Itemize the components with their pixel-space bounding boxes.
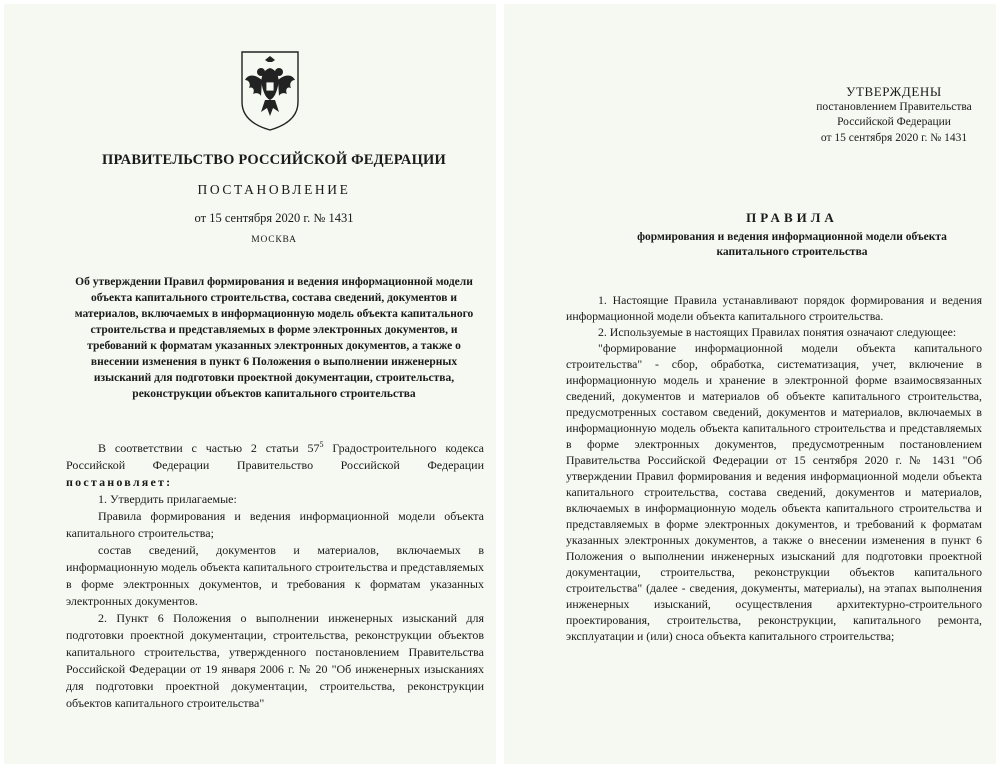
approval-stamp (794, 84, 994, 146)
rules-title: ПРАВИЛА (746, 210, 838, 225)
rules-body (566, 292, 982, 644)
preamble-start: В соответствии с частью 2 статьи 57 (98, 441, 320, 455)
approved-heading: УТВЕРЖДЕНЫ (846, 84, 942, 99)
document-city: МОСКВА (251, 235, 297, 245)
item-1: 1. Утвердить прилагаемые: (98, 492, 237, 506)
approved-line-2: Российской Федерации (837, 116, 951, 128)
preamble-end: Градостроительного кодекса Российской Федерации Правительство Российской Федерации (66, 441, 485, 472)
government-title: ПРАВИТЕЛЬСТВО РОССИЙСКОЙ ФЕДЕРАЦИИ (101, 152, 447, 168)
rules-paragraph-1: 1. Настоящие Правила устанавливают порядок формирования и ведения информационной модели объекта капитального строительства. (566, 293, 982, 323)
decree-body (66, 440, 484, 712)
document-type: ПОСТАНОВЛЕНИЕ (197, 182, 351, 197)
rules-paragraph-2: 2. Используемые в настоящих Правилах понятия означают следующее: (598, 325, 957, 339)
rules-page (504, 4, 996, 764)
coat-of-arms-emblem (239, 50, 301, 132)
item-1-a: Правила формирования и ведения информационной модели объекта капитального строительства; (66, 509, 484, 540)
item-1-b: состав сведений, документов и материалов, включаемых в информационную модель объекта капитального строительства и представляемых в форме электронных документов, и требования к форматам указанных электронных документов. (66, 543, 484, 608)
rules-paragraph-3: "формирование информационной модели объекта капитального строительства" - сбор, обработка, систематизация, учет, включение в информационную модель и хранение в электронной форме взаимосвязанных сведений, документов и материалов об объекте капитального строительства, предусмотренных составом сведений, документов и материалов, включаемых в информационную модель объекта капитального строительства и представляемых в форме электронных документов, предусмотренным постановлением Правительства Российской Федерации от 15 сентября 2020 г. № 1431 "Об утверждении Правил формирования и ведения информационной модели объекта капитального строительства, состава сведений, документов и материалов, включаемых в информационную модель объекта капитального строительства и представляемых в форме электронных документов, и требований к форматам указанных электронных документов, а также о внесении изменения в пункт 6 Положения о выполнении инженерных изысканий для подготовки проектной документации, строительства, реконструкции объектов капитального строительства" (далее - сведения, документы, материалы), на этапах выполнения инженерных изысканий, осуществления архитектурно-строительного проектирования, строительства, реконструкции, капитального ремонта, эксплуатации и (или) сноса объекта капитального строительства; (566, 341, 982, 643)
decree-page (4, 4, 496, 764)
item-2: 2. Пункт 6 Положения о выполнении инженерных изысканий для подготовки проектной документации, строительства, реконструкции объектов капитального строительства, утвержденного постановлением Правительства Российской Федерации от 19 января 2006 г. № 20 "Об инженерных изысканиях для подготовки проектной документации, строительства, реконструкции объектов капитального строительства" (66, 611, 484, 710)
document-date-number: от 15 сентября 2020 г. № 1431 (194, 211, 354, 225)
rules-subtitle: формирования и ведения информационной модели объекта капитального строительства (637, 231, 947, 258)
decree-word: постановляет: (66, 475, 173, 489)
approved-line-3: от 15 сентября 2020 г. № 1431 (820, 131, 968, 144)
article-superscript: 5 (319, 440, 324, 449)
approved-line-1: постановлением Правительства (816, 100, 972, 113)
preamble-paragraph (66, 440, 484, 491)
document-subject: Об утверждении Правил формирования и ведения информационной модели объекта капитального строительства, состава сведений, документов и материалов, включаемых в информационную модель объекта капитального строительства и представляемых в форме электронных документов, и требований к форматам указанных электронных документов, а также о внесении изменения в пункт 6 Положения о выполнении инженерных изысканий для подготовки проектной документации, строительства, реконструкции объектов капитального строительства (74, 276, 474, 400)
